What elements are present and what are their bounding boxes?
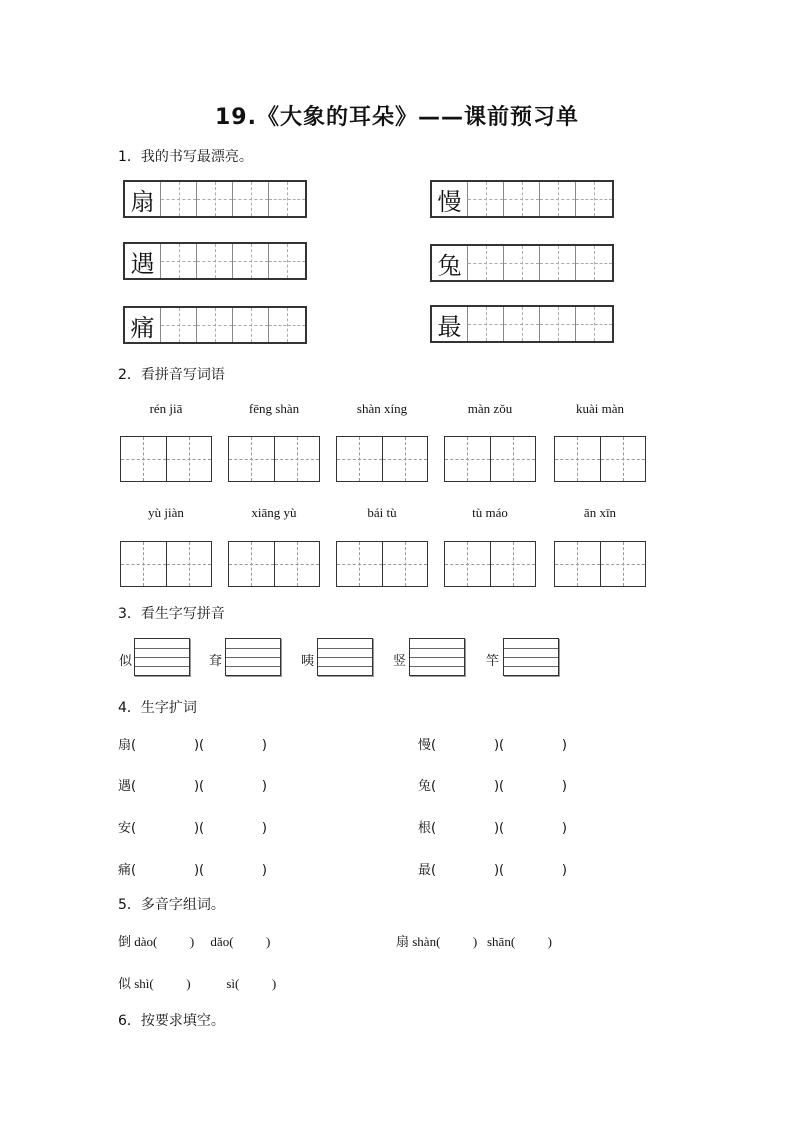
- q4-blank[interactable]: ( )( ): [131, 738, 268, 753]
- pinyin-box[interactable]: [503, 638, 559, 676]
- writing-row[interactable]: [123, 180, 307, 218]
- q3-heading: 3．看生字写拼音: [118, 606, 225, 622]
- writing-cell[interactable]: [468, 246, 504, 280]
- word-box[interactable]: [554, 541, 646, 587]
- word-box[interactable]: [444, 541, 536, 587]
- q4-item[interactable]: [118, 817, 267, 836]
- model-char: 遇: [130, 249, 155, 278]
- q5-item[interactable]: 似 shì( ) sì( ): [118, 976, 277, 991]
- pinyin-label: màn zǒu: [467, 401, 513, 416]
- word-box[interactable]: [336, 436, 428, 482]
- writing-row[interactable]: [430, 244, 614, 282]
- model-char: 慢: [437, 187, 462, 216]
- q4-blank[interactable]: ( )( ): [431, 863, 568, 878]
- q4-blank[interactable]: ( )( ): [431, 821, 568, 836]
- q4-char: 兔: [418, 779, 432, 794]
- writing-cell[interactable]: [269, 244, 305, 278]
- writing-cell[interactable]: [504, 246, 540, 280]
- pinyin-label: ān xīn: [583, 505, 617, 520]
- model-char: 兔: [437, 251, 462, 280]
- q4-char: 安: [118, 821, 132, 836]
- model-char: 痛: [130, 313, 155, 342]
- q4-char: 最: [418, 863, 432, 878]
- writing-row[interactable]: [123, 242, 307, 280]
- q4-char: 痛: [118, 863, 132, 878]
- writing-cell: [125, 182, 161, 216]
- model-char: 扇: [130, 187, 155, 216]
- q5-heading: 5．多音字组词。: [118, 897, 225, 913]
- word-box[interactable]: [444, 436, 536, 482]
- q2-heading: 2．看拼音写词语: [118, 367, 225, 383]
- writing-cell[interactable]: [233, 182, 269, 216]
- q3-char: 似: [119, 654, 133, 669]
- q4-item[interactable]: [118, 775, 267, 794]
- q3-char: 竖: [393, 654, 407, 669]
- pinyin-label: fēng shàn: [248, 401, 300, 416]
- pinyin-label: tù máo: [472, 505, 508, 520]
- writing-cell[interactable]: [161, 244, 197, 278]
- q4-blank[interactable]: ( )( ): [431, 779, 568, 794]
- writing-cell[interactable]: [197, 308, 233, 342]
- q3-char: 咦: [301, 654, 315, 669]
- q4-blank[interactable]: ( )( ): [131, 779, 268, 794]
- word-box[interactable]: [228, 436, 320, 482]
- q4-item[interactable]: [418, 734, 567, 753]
- writing-cell[interactable]: [468, 182, 504, 216]
- q5-item[interactable]: 扇 shàn( ) shān( ): [396, 934, 552, 949]
- pinyin-label: yù jiàn: [148, 505, 184, 520]
- writing-cell[interactable]: [576, 182, 612, 216]
- writing-row[interactable]: [430, 305, 614, 343]
- pinyin-box[interactable]: [409, 638, 465, 676]
- q4-heading: 4．生字扩词: [118, 700, 197, 716]
- q4-item[interactable]: [418, 859, 567, 878]
- q5-item[interactable]: 倒 dào( ) dǎo( ): [118, 934, 271, 949]
- q4-char: 遇: [118, 779, 132, 794]
- q4-char: 根: [418, 821, 432, 836]
- writing-row[interactable]: [430, 180, 614, 218]
- q4-item[interactable]: [118, 859, 267, 878]
- q1-heading: 1．我的书写最漂亮。: [118, 149, 253, 165]
- writing-cell[interactable]: [161, 182, 197, 216]
- pinyin-label: xiāng yù: [251, 505, 297, 520]
- writing-cell[interactable]: [197, 182, 233, 216]
- q4-item[interactable]: [418, 817, 567, 836]
- writing-cell[interactable]: [576, 307, 612, 341]
- writing-cell[interactable]: [269, 182, 305, 216]
- q3-char: 竿: [486, 654, 500, 669]
- writing-cell[interactable]: [540, 182, 576, 216]
- writing-cell[interactable]: [504, 307, 540, 341]
- q4-item[interactable]: [118, 734, 267, 753]
- page-title: 19.《大象的耳朵》——课前预习单: [215, 105, 579, 130]
- writing-cell[interactable]: [233, 244, 269, 278]
- writing-cell[interactable]: [540, 307, 576, 341]
- writing-cell[interactable]: [233, 308, 269, 342]
- word-box[interactable]: [120, 541, 212, 587]
- word-box[interactable]: [336, 541, 428, 587]
- writing-cell[interactable]: [540, 246, 576, 280]
- pinyin-box[interactable]: [134, 638, 190, 676]
- word-box[interactable]: [120, 436, 212, 482]
- q4-blank[interactable]: ( )( ): [131, 863, 268, 878]
- pinyin-label: rén jiā: [149, 401, 183, 416]
- writing-cell[interactable]: [504, 182, 540, 216]
- writing-row[interactable]: [123, 306, 307, 344]
- writing-cell[interactable]: [468, 307, 504, 341]
- q6-heading: 6．按要求填空。: [118, 1013, 225, 1029]
- q4-char: 慢: [418, 738, 432, 753]
- writing-cell[interactable]: [576, 246, 612, 280]
- writing-cell: [125, 244, 161, 278]
- writing-cell: [432, 182, 468, 216]
- word-box[interactable]: [228, 541, 320, 587]
- writing-cell: [432, 246, 468, 280]
- pinyin-label: kuài màn: [575, 401, 624, 416]
- writing-cell[interactable]: [197, 244, 233, 278]
- model-char: 最: [437, 312, 462, 341]
- q3-char: 耷: [209, 654, 223, 669]
- q4-blank[interactable]: ( )( ): [431, 738, 568, 753]
- writing-cell[interactable]: [269, 308, 305, 342]
- q4-blank[interactable]: ( )( ): [131, 821, 268, 836]
- pinyin-box[interactable]: [317, 638, 373, 676]
- word-box[interactable]: [554, 436, 646, 482]
- q4-item[interactable]: [418, 775, 567, 794]
- writing-cell: [432, 307, 468, 341]
- q4-char: 扇: [118, 738, 132, 753]
- pinyin-box[interactable]: [225, 638, 281, 676]
- writing-cell: [125, 308, 161, 342]
- pinyin-label: shàn xíng: [356, 401, 408, 416]
- writing-cell[interactable]: [161, 308, 197, 342]
- pinyin-label: bái tù: [367, 505, 397, 520]
